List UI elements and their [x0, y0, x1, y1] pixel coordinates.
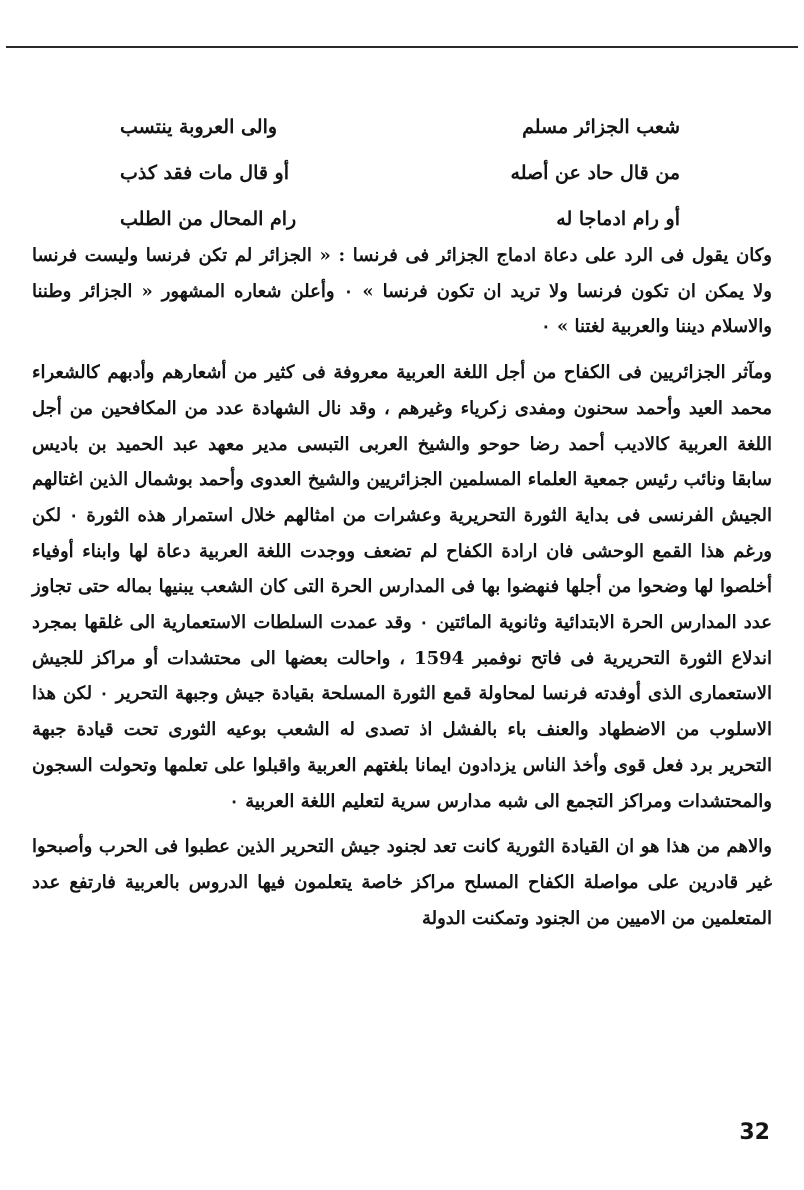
- poem: [120, 104, 680, 242]
- verse-first-hemistich: أو رام ادماجا له: [556, 208, 680, 230]
- verse-second-hemistich: رام المحال من الطلب: [120, 208, 297, 230]
- poem-verse: [120, 104, 680, 150]
- page-number: 32: [739, 1120, 770, 1145]
- paragraph: والاهم من هذا هو ان القيادة الثورية كانت تعد لجنود جيش التحرير الذين عطبوا فى الحرب وأصبحوا غير قادرين على مواصلة الكفاح المسلح مراكز خاصة يتعلمون فيها الدروس بالعربية فارتفع عدد المتعلمين من الاميين من الجنود وتمكنت الدولة: [32, 836, 772, 929]
- poem-verse: [120, 196, 680, 242]
- body-text: [32, 238, 772, 936]
- paragraph: وكان يقول فى الرد على دعاة ادماج الجزائر فى فرنسا : « الجزائر لم تكن فرنسا وليست فرنسا ولا يمكن ان تكون فرنسا ولا تريد ان تكون فرنسا » ٠ وأعلن شعاره المشهور « الجزائر وطننا والاسلام ديننا والعربية لغتنا » ٠: [32, 245, 773, 338]
- verse-first-hemistich: من قال حاد عن أصله: [510, 162, 680, 184]
- verse-second-hemistich: والى العروبة ينتسب: [120, 116, 278, 138]
- poem-verse: [120, 150, 680, 196]
- verse-first-hemistich: شعب الجزائر مسلم: [522, 116, 680, 138]
- header-rule: [6, 46, 798, 48]
- verse-second-hemistich: أو قال مات فقد كذب: [120, 162, 290, 184]
- paragraph: ومآثر الجزائريين فى الكفاح من أجل اللغة العربية معروفة فى كثير من أشعارهم وأدبهم كالشعراء محمد العيد وأحمد سحنون ومفدى زكرياء وغيرهم ، وقد نال الشهادة عدد من المكافحين من أجل اللغة العربية كالاديب أحمد رضا حوحو والشيخ العربى التبسى مدير معهد عبد الحميد بن باديس سابقا ونائب رئيس جمعية العلماء المسلمين الجزائريين والشيخ العدوى وأحمد بوشمال الذين اغتالهم الجيش الفرنسى فى بداية الثورة التحريرية وعشرات من امثالهم خلال استمرار هذه الثورة ٠ لكن ورغم هذا القمع الوحشى فان ارادة الكفاح لم تضعف ووجدت اللغة العربية دعاة لها وابناء أوفياء أخلصوا لها وضحوا من أجلها فنهضوا بها فى المدارس الحرة التى كان الشعب يبنيها بماله حتى تجاوز عدد المدارس الحرة الابتدائية وثانوية المائتين ٠ وقد عمدت السلطات الاستعمارية الى غلقها بمجرد اندلاع الثورة التحريرية فى فاتح نوفمبر 1594 ، واحالت بعضها الى محتشدات أو مراكز للجيش الاستعمارى الذى أوفدته فرنسا لمحاولة قمع الثورة المسلحة بقيادة جيش وجبهة التحرير ٠ لكن هذا الاسلوب من الاضطهاد والعنف باء بالفشل اذ تصدى له الشعب بوعيه الثورى تحت قيادة جبهة التحرير برد فعل قوى وأخذ الناس يزدادون ايمانا بلغتهم العربية واقبلوا على تعلمها وتحولت السجون والمحتشدات ومراكز التجمع الى شبه مدارس سرية لتعليم اللغة العربية ٠: [32, 362, 773, 812]
